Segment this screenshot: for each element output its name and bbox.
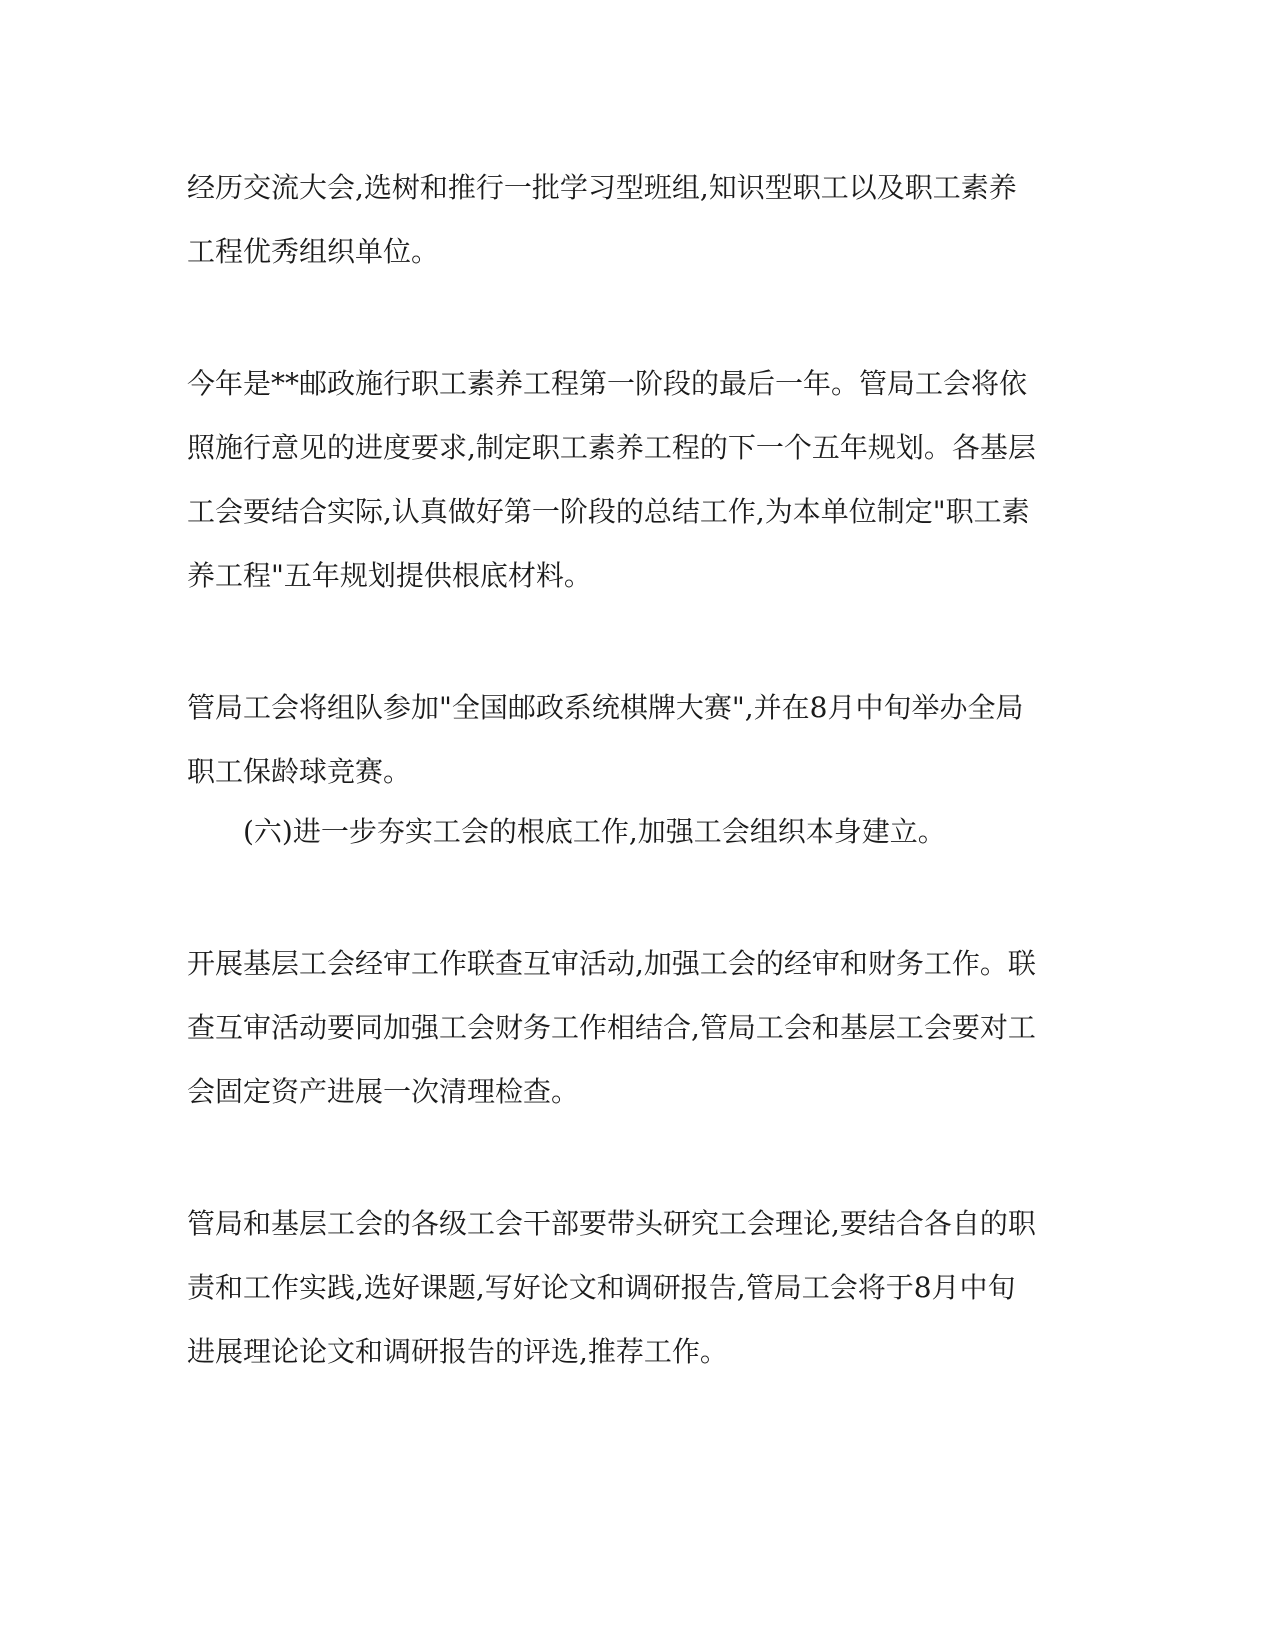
text-line: 今年是**邮政施行职工素养工程第一阶段的最后一年。管局工会将依 bbox=[187, 367, 1028, 400]
text-line: 工程优秀组织单位。 bbox=[187, 235, 440, 268]
text-line: 职工保龄球竞赛。 bbox=[187, 755, 412, 788]
text-line: 会固定资产进展一次清理检查。 bbox=[187, 1075, 580, 1108]
text-line: 责和工作实践,选好课题,写好论文和调研报告,管局工会将于8月中旬 bbox=[187, 1271, 1016, 1304]
text-line: 进展理论论文和调研报告的评选,推荐工作。 bbox=[187, 1335, 728, 1368]
text-line: 工会要结合实际,认真做好第一阶段的总结工作,为本单位制定"职工素 bbox=[187, 495, 1030, 528]
text-line: 管局和基层工会的各级工会干部要带头研究工会理论,要结合各自的职 bbox=[187, 1207, 1036, 1240]
text-line: 开展基层工会经审工作联查互审活动,加强工会的经审和财务工作。联 bbox=[187, 947, 1036, 980]
text-line: 养工程"五年规划提供根底材料。 bbox=[187, 559, 592, 592]
text-line: 经历交流大会,选树和推行一批学习型班组,知识型职工以及职工素养 bbox=[187, 171, 1017, 204]
text-line: 查互审活动要同加强工会财务工作相结合,管局工会和基层工会要对工 bbox=[187, 1011, 1036, 1044]
section-heading: (六)进一步夯实工会的根底工作,加强工会组织本身建立。 bbox=[243, 815, 946, 848]
text-line: 管局工会将组队参加"全国邮政系统棋牌大赛",并在8月中旬举办全局 bbox=[187, 691, 1024, 724]
text-line: 照施行意见的进度要求,制定职工素养工程的下一个五年规划。各基层 bbox=[187, 431, 1036, 464]
